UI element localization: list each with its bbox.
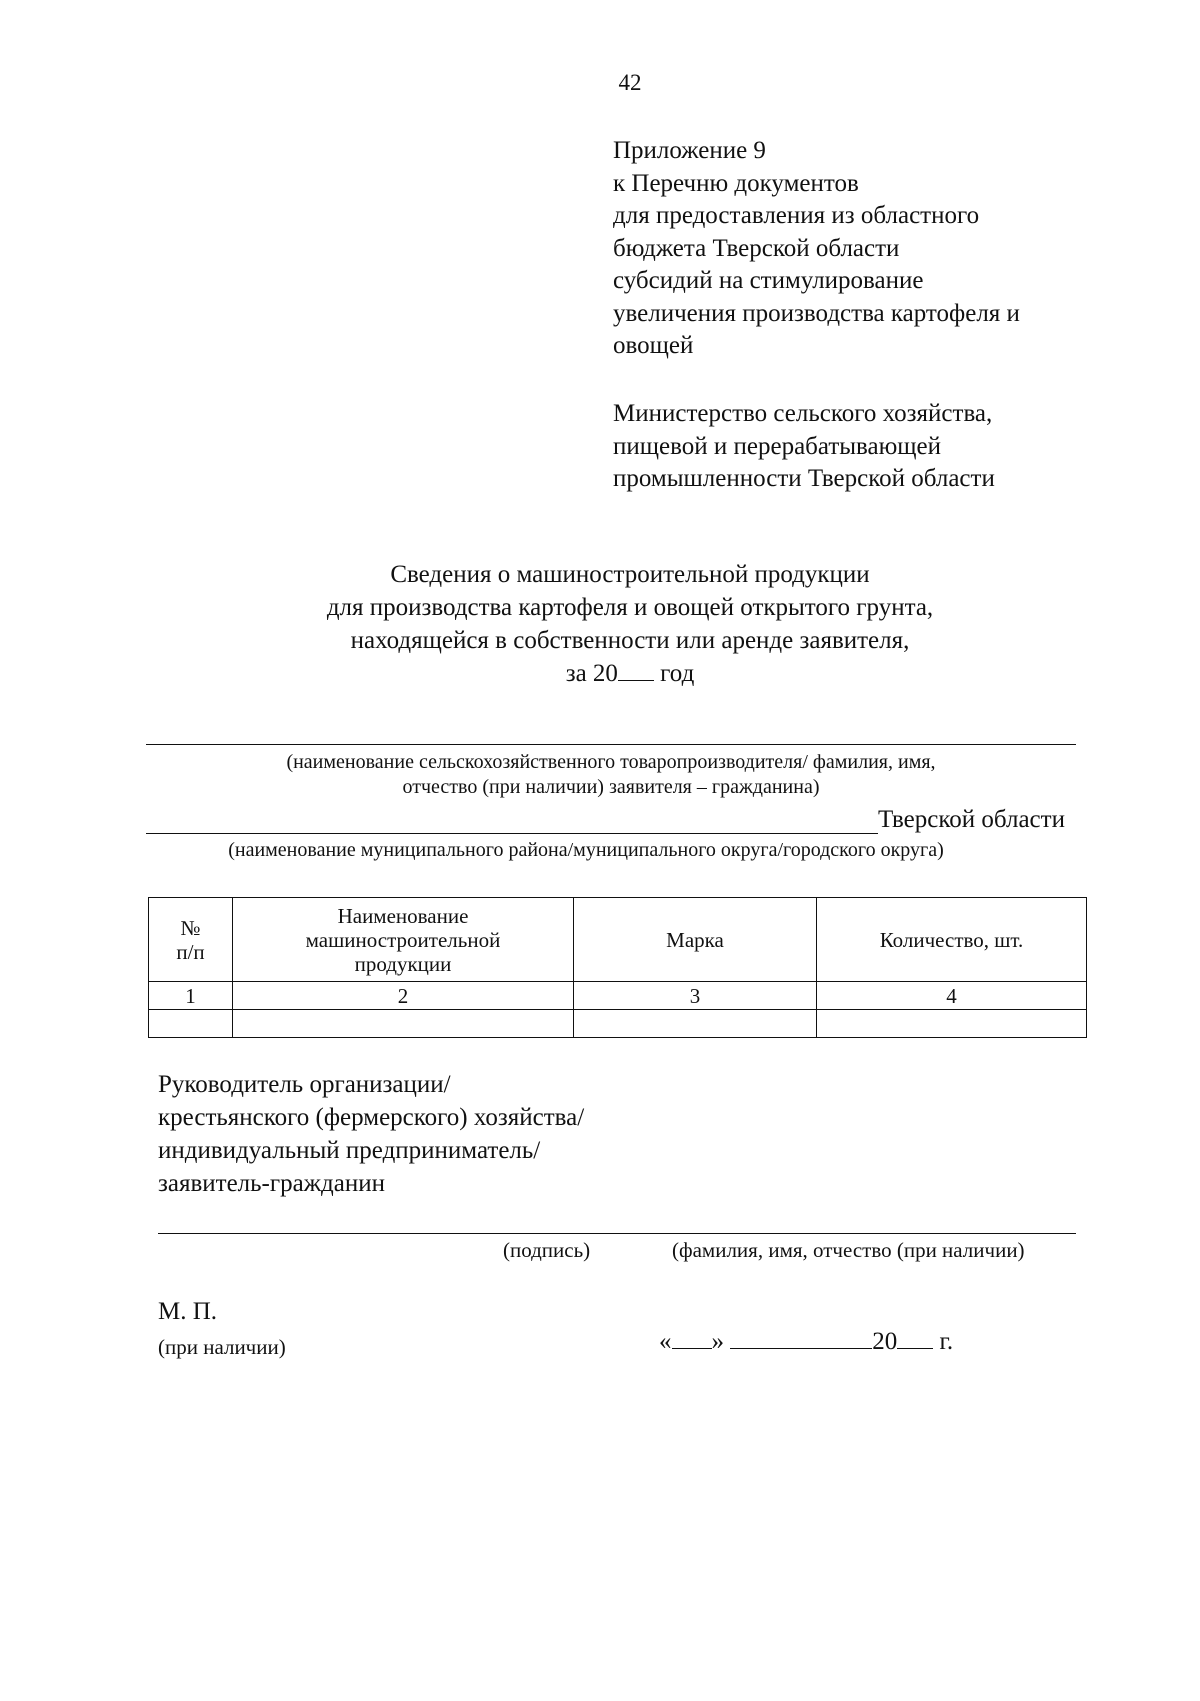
header-quantity: Количество, шт.: [817, 898, 1087, 982]
signer-line: заявитель-гражданин: [158, 1170, 385, 1197]
signature-line[interactable]: [158, 1233, 1076, 1234]
signer-line: крестьянского (фермерского) хозяйства/: [158, 1104, 585, 1131]
table-index-row: [149, 982, 1087, 1010]
date-open-quote: «: [659, 1328, 672, 1355]
year-suffix: год: [660, 660, 695, 687]
date-day-blank[interactable]: [672, 1328, 712, 1349]
year-prefix: за 20: [565, 660, 618, 687]
signer-line: индивидуальный предприниматель/: [158, 1137, 541, 1164]
appendix-line: Приложение 9: [613, 137, 766, 164]
index-cell: 3: [574, 982, 817, 1010]
header-product-line: продукции: [354, 951, 452, 976]
ministry-line: пищевой и перерабатывающей: [613, 432, 942, 460]
date-line: [659, 1328, 953, 1356]
title-year-line: [0, 657, 1200, 690]
empty-cell[interactable]: [817, 1010, 1087, 1038]
date-close-quote: »: [711, 1328, 724, 1355]
document-title: [0, 558, 1200, 690]
equipment-table: [148, 897, 1087, 1038]
region-name-line[interactable]: [146, 833, 878, 834]
title-line: для производства картофеля и овощей открытого грунта,: [326, 594, 934, 621]
region-caption: (наименование муниципального района/муниципального округа/городского округа): [228, 839, 944, 861]
table-row: [149, 1010, 1087, 1038]
producer-caption-line: (наименование сельскохозяйственного товаропроизводителя/ фамилия, имя,: [286, 751, 936, 773]
header-product-line: Наименование: [337, 903, 469, 928]
table-header-row: [149, 898, 1087, 982]
index-cell: 4: [817, 982, 1087, 1010]
stamp-note: (при наличии): [158, 1335, 286, 1359]
appendix-line: к Перечню документов: [613, 169, 859, 197]
appendix-line: субсидий на стимулирование: [613, 267, 924, 294]
index-cell: 1: [149, 982, 233, 1010]
ministry-line: Министерство сельского хозяйства,: [613, 400, 993, 427]
producer-caption-line: отчество (при наличии) заявителя – гражданина): [402, 776, 820, 798]
header-number-label: п/п: [176, 939, 205, 964]
title-line: Сведения о машиностроительной продукции: [390, 561, 870, 588]
signer-block: [158, 1068, 584, 1200]
empty-cell[interactable]: [149, 1010, 233, 1038]
page-number: 42: [618, 70, 642, 95]
ministry-addressee: [613, 398, 995, 496]
appendix-line: для предоставления из областного: [613, 202, 980, 229]
appendix-line: бюджета Тверской области: [613, 234, 900, 262]
appendix-block: [613, 135, 1020, 363]
name-caption: (фамилия, имя, отчество (при наличии): [672, 1238, 1025, 1262]
date-suffix: г.: [939, 1328, 954, 1355]
producer-name-line[interactable]: [146, 744, 1076, 745]
index-cell: 2: [233, 982, 574, 1010]
appendix-line: овощей: [613, 332, 694, 359]
signature-caption: (подпись): [503, 1238, 591, 1262]
year-blank[interactable]: [618, 660, 654, 681]
header-product-line: машиностроительной: [305, 927, 501, 952]
ministry-line: промышленности Тверской области: [613, 465, 995, 492]
title-line: находящейся в собственности или аренде заявителя,: [350, 627, 910, 654]
date-century: 20: [872, 1328, 898, 1355]
stamp-label: М. П.: [158, 1298, 218, 1325]
appendix-line: увеличения производства картофеля и: [613, 299, 1020, 327]
empty-cell[interactable]: [233, 1010, 574, 1038]
region-suffix: Тверской области: [878, 806, 1065, 833]
producer-caption: [146, 750, 1076, 800]
date-year-blank[interactable]: [897, 1328, 933, 1349]
header-product-name: [233, 898, 574, 982]
signer-line: Руководитель организации/: [158, 1071, 451, 1098]
date-month-blank[interactable]: [730, 1328, 872, 1349]
header-number-symbol: №: [180, 915, 201, 940]
header-number: [149, 898, 233, 982]
header-brand: Марка: [574, 898, 817, 982]
empty-cell[interactable]: [574, 1010, 817, 1038]
